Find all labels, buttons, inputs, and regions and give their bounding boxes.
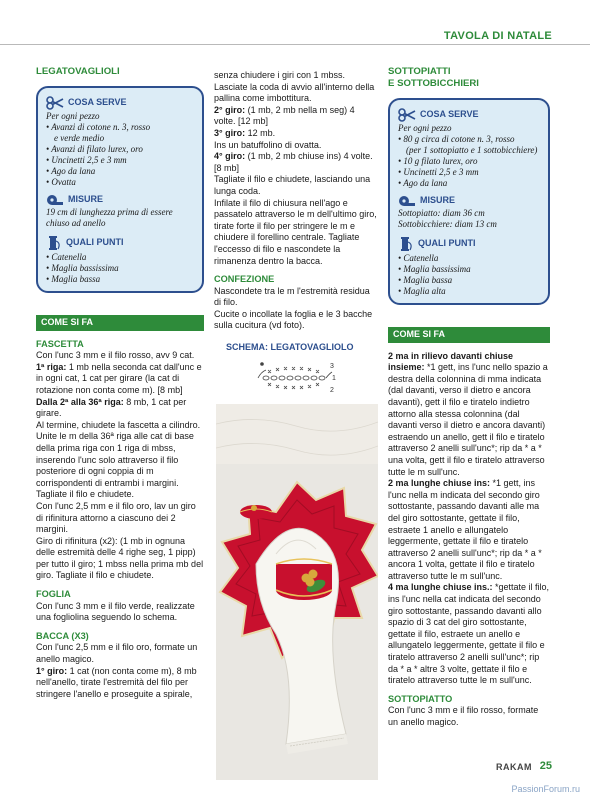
paragraph: Con l'unc 3 mm e il filo rosso, avv 9 cat. bbox=[36, 350, 195, 361]
come-si-fa-bar: COME SI FA bbox=[36, 315, 204, 331]
materials-box-1 bbox=[36, 86, 204, 293]
step-label: 1° giro: bbox=[36, 665, 68, 676]
paragraph bbox=[388, 478, 550, 582]
paragraph: Infilate il filo di chiusura nell'ago e passatelo attraverso le m dell'ultimo giro, tirate forte il filo per stringere le m e chiudere il forellino centrale. Tagliate l'eccesso di filo e nascondete la rimanenza dentro la bacca. bbox=[214, 197, 377, 266]
quali-punti-heading bbox=[398, 236, 541, 252]
materials-item: • 80 g circa di cotone n. 3, rosso bbox=[398, 134, 515, 144]
step-text: 12 mb. bbox=[245, 127, 276, 138]
napkin-ring-photo bbox=[216, 404, 378, 780]
punti-item: • Catenella bbox=[46, 252, 87, 262]
misure-label: MISURE bbox=[420, 195, 456, 206]
cosa-serve-heading bbox=[46, 96, 195, 110]
quali-punti-heading bbox=[46, 235, 195, 251]
materials-item: (per 1 sottopiatto e 1 sottobicchiere) bbox=[406, 145, 538, 155]
punti-item: • Maglia bassa bbox=[398, 275, 453, 285]
step-text: 1 cat (non conta come m), 8 mb nell'anello, tirate l'estremità del filo per stringere l'anello e proseguite a spirale, bbox=[36, 665, 197, 699]
materials-box-2 bbox=[388, 98, 550, 305]
step-text: 8 mb, 1 cat per girare. bbox=[36, 396, 187, 419]
tape-measure-icon bbox=[46, 194, 64, 206]
materials-item: Per ogni pezzo bbox=[398, 123, 452, 133]
punti-item: • Maglia bassissima bbox=[46, 263, 119, 273]
step-text: 1 mb nella seconda cat dall'unc e in ogni cat, 1 cat per girare (la cat di rotazione non conta come m). [8 mb] bbox=[36, 361, 202, 395]
paragraph: Con l'unc 3 mm e il filo rosso, formate un anello magico. bbox=[388, 705, 539, 727]
sottopiatto-title: SOTTOPIATTO bbox=[388, 693, 453, 704]
schema-title: SCHEMA: LEGATOVAGLIOLO bbox=[226, 342, 354, 353]
section-tag: TAVOLA DI NATALE bbox=[443, 30, 552, 42]
thread-spool-icon bbox=[398, 236, 414, 252]
crochet-schema bbox=[254, 356, 378, 400]
cosa-serve-heading bbox=[398, 108, 541, 122]
materials-item: • Uncinetti 2,5 e 3 mm bbox=[46, 155, 127, 165]
step-label: 1ª riga: bbox=[36, 361, 67, 372]
step-label: 2° giro: bbox=[214, 104, 246, 115]
paragraph: Ins un batuffolino di ovatta. bbox=[214, 139, 322, 150]
punti-item: • Maglia bassissima bbox=[398, 264, 471, 274]
quali-punti-label: QUALI PUNTI bbox=[418, 238, 476, 249]
paragraph bbox=[388, 582, 550, 686]
paragraph bbox=[214, 128, 378, 140]
stitch-text: *1 gett, ins l'unc nella m indicata del secondo giro sottostante, passando davanti alle ma del giro sottostante, gettate il filo, estraete 1 anello e allungatelo leggermente, gettate il filo e tiratelo attraverso 2 anelli sull'unc*; rip da * a * ancora 1 volta, gettate il filo e tiratelo attraverso tutte le m sull'unc. bbox=[388, 478, 542, 581]
magazine-name: RAKAM bbox=[496, 762, 532, 772]
paragraph bbox=[36, 666, 204, 701]
paragraph bbox=[36, 397, 204, 420]
materials-item: e verde medio bbox=[54, 133, 105, 143]
tape-measure-icon bbox=[398, 195, 416, 207]
sottobicchieri-title: E SOTTOBICCHIERI bbox=[388, 78, 479, 89]
legatovaglioli-title: LEGATOVAGLIOLI bbox=[36, 66, 120, 77]
paragraph: Con l'unc 2,5 mm e il filo oro, lav un giro di rifinitura attorno a ciascuno dei 2 margini. bbox=[36, 500, 196, 535]
product-photo bbox=[216, 404, 378, 780]
scissors-icon bbox=[46, 96, 64, 110]
misure-item: Sottopiatto: diam 36 cm bbox=[398, 208, 485, 218]
paragraph bbox=[214, 105, 378, 128]
stitch-text: *gettate il filo, ins l'unc nella cat indicata del secondo giro sottostante, passando davanti allo spazio di 3 cat del giro sottostante, gettate il filo, estraete un anello e allungatelo leggermente, gettate il filo e tiratelo attraverso 2 anelli sull'unc*; rip da * a * altre 3 volte, gettate il filo e tiratelo attraverso tutte le m sull'unc. bbox=[388, 582, 550, 686]
misure-heading bbox=[46, 194, 195, 206]
paragraph: senza chiudere i giri con 1 mbss. Lasciate la coda di avvio all'interno della pallina come imbottitura. bbox=[214, 70, 375, 104]
stitch-text: *1 gett, ins l'unc nello spazio a destra della colonnina di mma indicata (dal davanti, verso il dietro e ancora davanti), gett il filo e tiratelo indietro attorno alla stessa colonnina (dal davanti verso il dietro e ancora davanti) estraendo un anello, gett il filo e tiratelo attraverso 2 anelli sull'unc*; rip da * a * una volta, gett il filo e tiratelo attraverso tutte le m sull'unc. bbox=[388, 362, 548, 477]
materials-item: • Avanzi di filato lurex, oro bbox=[46, 144, 143, 154]
schema-round-3: 3 bbox=[330, 362, 334, 370]
paragraph: Tagliate il filo e chiudete, lasciando una lunga coda. bbox=[214, 174, 371, 196]
stitch-name: 4 ma lunghe chiuse ins.: bbox=[388, 582, 493, 593]
cosa-serve-label: COSA SERVE bbox=[420, 109, 479, 120]
page-number: 25 bbox=[539, 760, 552, 772]
paragraph bbox=[36, 362, 204, 397]
materials-item: • Ago da lana bbox=[46, 166, 96, 176]
step-label: 4° giro: bbox=[214, 151, 246, 162]
paragraph: Al termine, chiudete la fascetta a cilindro. Unite le m della 36ª riga alle cat di base della prima riga con 1 riga di mbss, inserendo l'unc solo attraverso il filo posteriore di ogni coppia di m corrispondenti di entrambi i margini. Tagliate il filo e chiudete. bbox=[36, 419, 201, 500]
confezione-title: CONFEZIONE bbox=[214, 274, 275, 285]
step-text: (1 mb, 2 mb nella m seg) 4 volte. [12 mb] bbox=[214, 104, 355, 127]
schema-round-1: 1 bbox=[332, 374, 336, 382]
punti-item: • Maglia alta bbox=[398, 286, 446, 296]
punti-item: • Maglia bassa bbox=[46, 274, 101, 284]
paragraph: Cucite o incollate la foglia e le 3 bacche sulla cucitura (vd foto). bbox=[214, 308, 373, 331]
materials-item: Per ogni pezzo bbox=[46, 111, 100, 121]
punti-item: • Catenella bbox=[398, 253, 439, 263]
column-3 bbox=[388, 66, 550, 729]
schema-round-2: 2 bbox=[330, 386, 334, 394]
misure-heading bbox=[398, 195, 541, 207]
paragraph: Nascondete tra le m l'estremità residua di filo. bbox=[214, 285, 370, 308]
bacca-title: BACCA (X3) bbox=[36, 630, 89, 641]
materials-item: • Uncinetti 2,5 e 3 mm bbox=[398, 167, 479, 177]
paragraph bbox=[388, 351, 550, 479]
misure-item: chiuso ad anello bbox=[46, 218, 106, 228]
step-label: Dalla 2ª alla 36ª riga: bbox=[36, 396, 124, 407]
stitch-name: 2 ma lunghe chiuse ins: bbox=[388, 478, 491, 489]
misure-label: MISURE bbox=[68, 194, 104, 205]
thread-spool-icon bbox=[46, 235, 62, 251]
paragraph: Con l'unc 2,5 mm e il filo oro, formate un anello magico. bbox=[36, 642, 198, 665]
materials-item: • Avanzi di cotone n. 3, rosso bbox=[46, 122, 151, 132]
stitch-name: 2 ma in rilievo davanti chiuse insieme: bbox=[388, 350, 514, 373]
leaf-schema-diagram bbox=[254, 356, 354, 396]
step-text: (1 mb, 2 mb chiuse ins) 4 volte. [8 mb] bbox=[214, 151, 373, 173]
watermark: PassionForum.ru bbox=[511, 784, 580, 794]
column-1 bbox=[36, 66, 204, 700]
misure-item: Sottobicchiere: diam 13 cm bbox=[398, 219, 497, 229]
paragraph bbox=[214, 151, 378, 174]
top-rule bbox=[0, 44, 590, 45]
fascetta-title: FASCETTA bbox=[36, 338, 84, 349]
paragraph: Con l'unc 3 mm e il filo verde, realizzate una fogliolina seguendo lo schema. bbox=[36, 600, 195, 623]
step-label: 3° giro: bbox=[214, 127, 246, 138]
sottopiatti-title: SOTTOPIATTI bbox=[388, 66, 451, 77]
column-2 bbox=[214, 70, 378, 399]
materials-item: • Ago da lana bbox=[398, 178, 448, 188]
paragraph: Giro di rifinitura (x2): (1 mb in ognuna delle estremità delle 4 righe seg, 1 pipp) per tutto il giro; 1 mbss nella prima mb del giro. Tagliate il filo e chiudete. bbox=[36, 535, 204, 581]
foglia-title: FOGLIA bbox=[36, 589, 71, 600]
come-si-fa-bar: COME SI FA bbox=[388, 327, 550, 343]
cosa-serve-label: COSA SERVE bbox=[68, 97, 127, 108]
materials-item: • Ovatta bbox=[46, 177, 76, 187]
quali-punti-label: QUALI PUNTI bbox=[66, 237, 124, 248]
scissors-icon bbox=[398, 108, 416, 122]
misure-item: 19 cm di lunghezza prima di essere bbox=[46, 207, 173, 217]
materials-item: • 10 g filato lurex, oro bbox=[398, 156, 478, 166]
